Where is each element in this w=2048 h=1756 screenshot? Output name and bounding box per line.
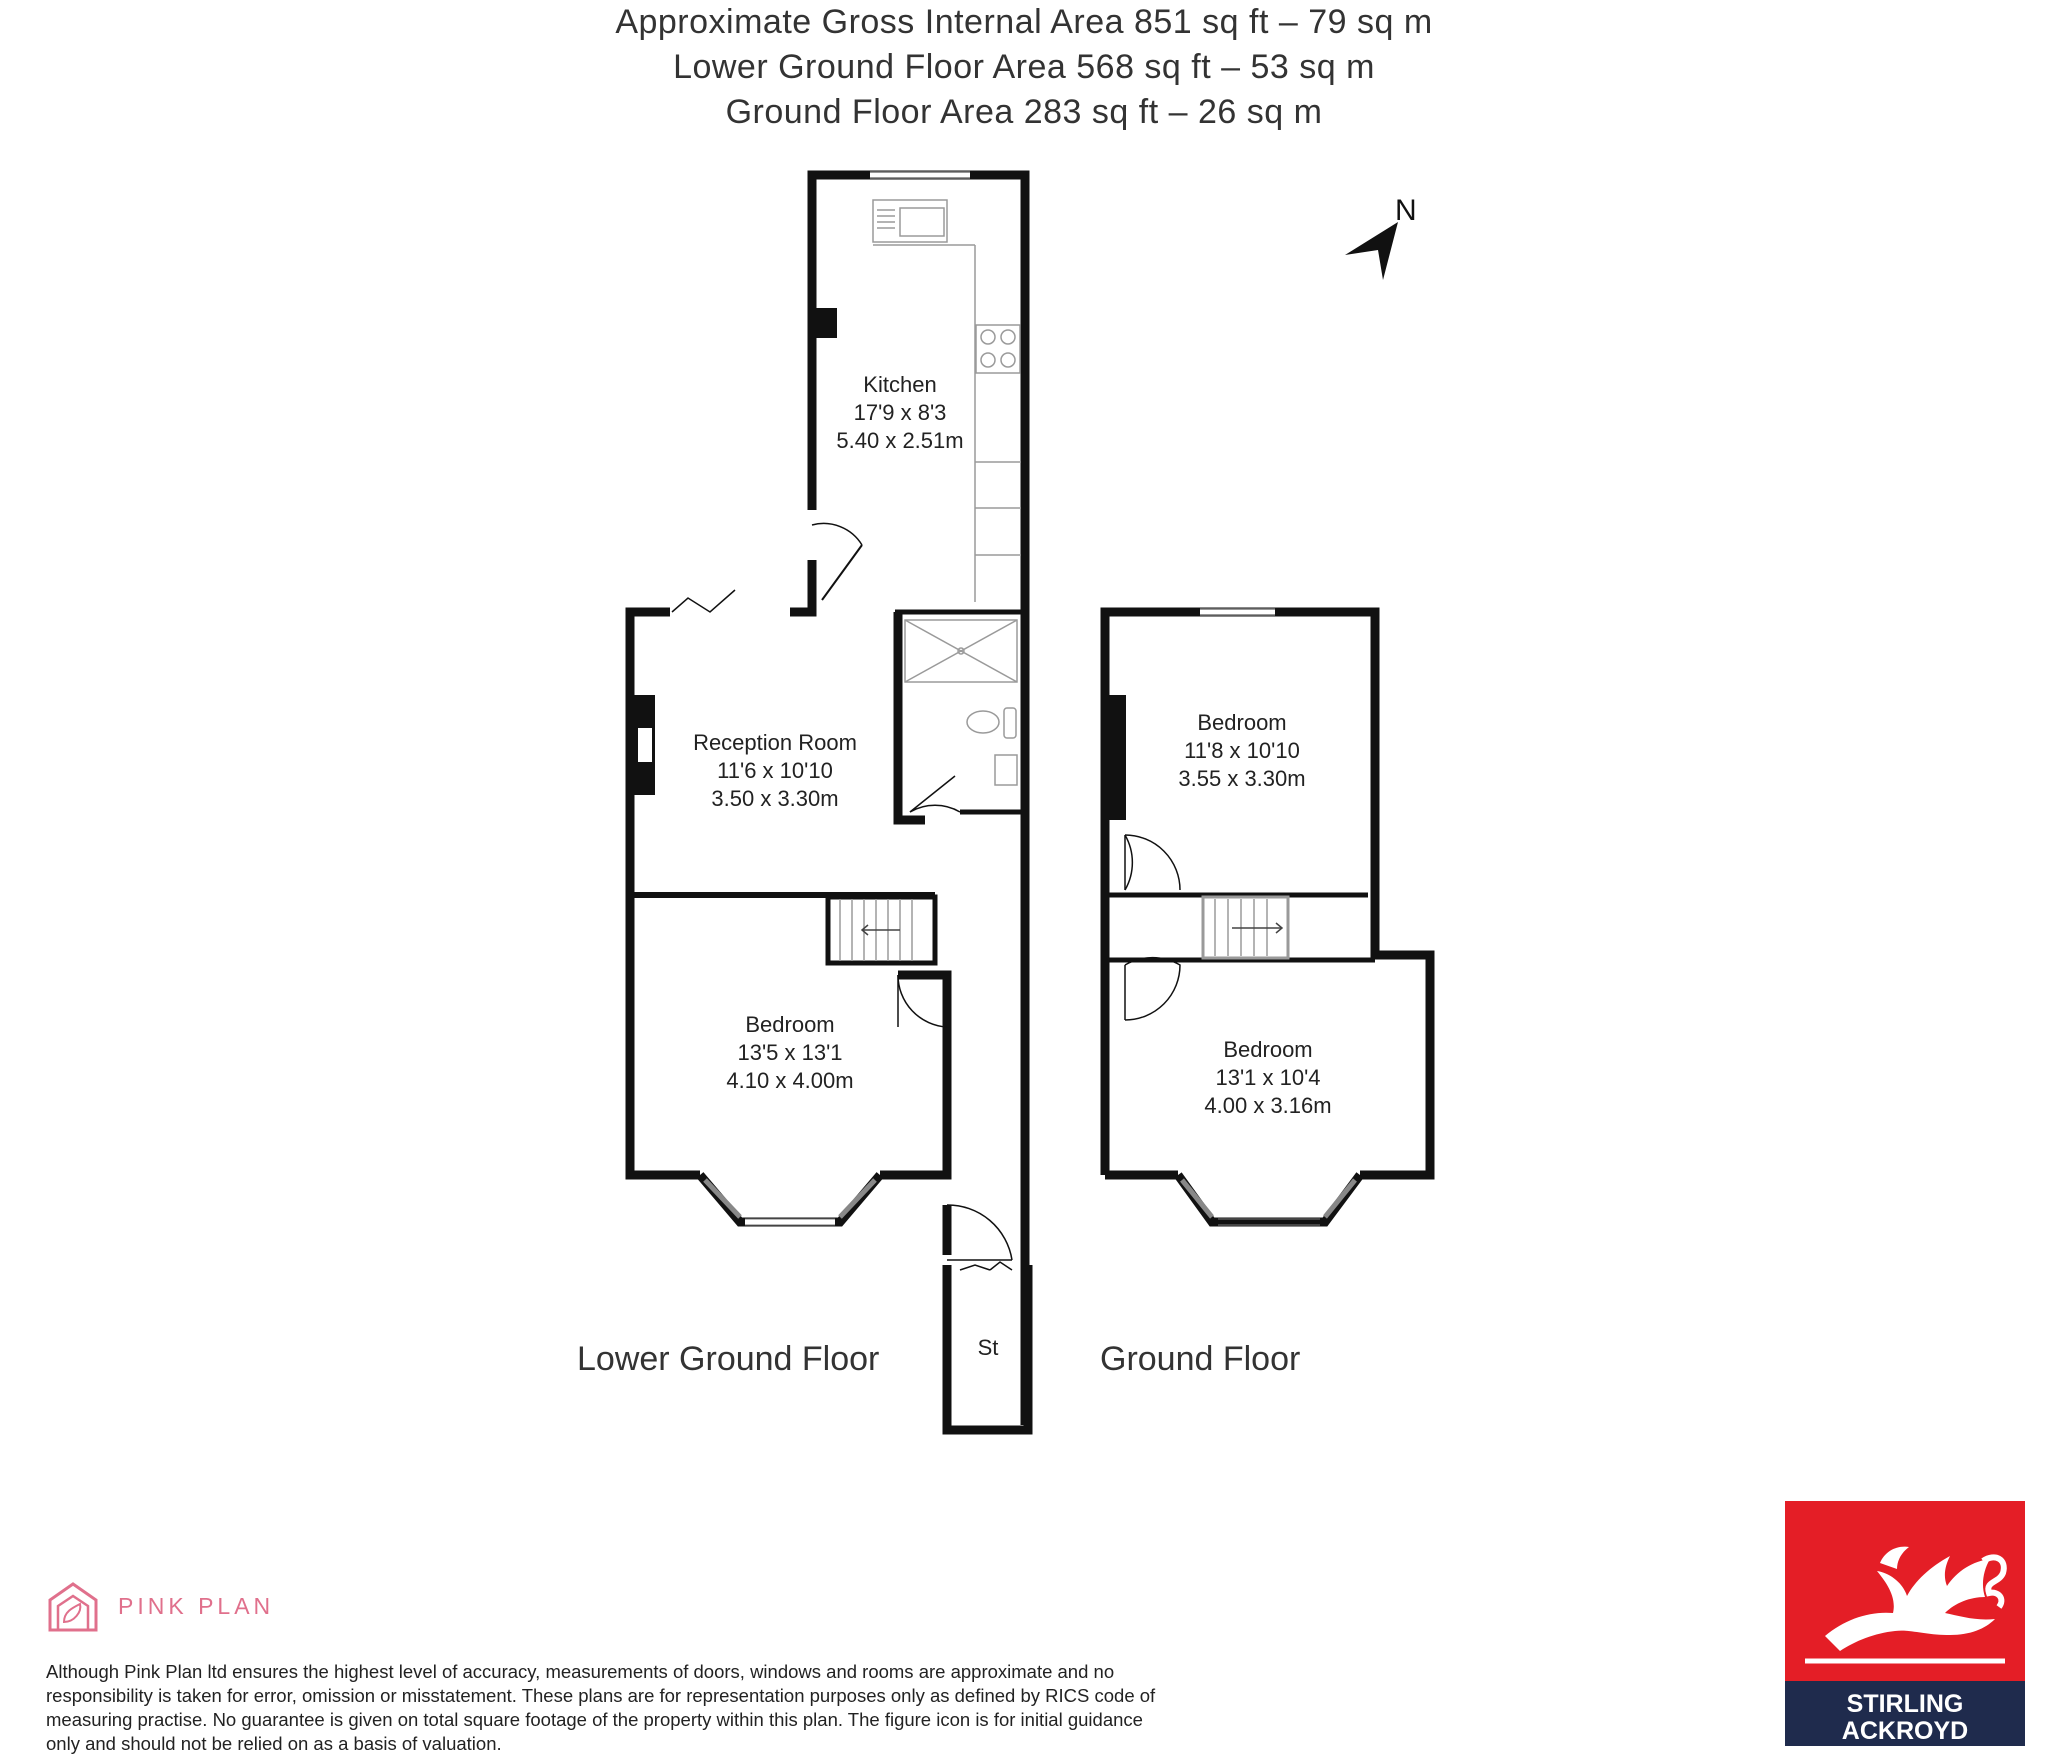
- compass-north-label: N: [1395, 194, 1417, 227]
- kitchen-imperial: 17'9 x 8'3: [853, 400, 947, 425]
- ground-floor-label: Ground Floor: [1100, 1340, 1301, 1378]
- reception-metric: 3.50 x 3.30m: [711, 786, 839, 811]
- ground-room-labels: [1178, 710, 1331, 1118]
- front-bedroom-door-arc: [1125, 958, 1180, 1020]
- logo-line-1: STIRLING: [1846, 1690, 1964, 1718]
- kitchen-walls: [812, 175, 1025, 1425]
- rear-bedroom-door-arc: [1125, 835, 1132, 890]
- kitchen-name: Kitchen: [863, 372, 937, 397]
- lower-bedroom-metric: 4.10 x 4.00m: [726, 1068, 854, 1093]
- front-bedroom-metric: 4.00 x 3.16m: [1204, 1093, 1332, 1118]
- gross-area-text: Approximate Gross Internal Area 851 sq ft – 79 sq m: [615, 3, 1433, 41]
- ground-area-text: Ground Floor Area 283 sq ft – 26 sq m: [725, 93, 1323, 131]
- bathroom-walls: [898, 612, 925, 820]
- kitchen-chimney: [815, 308, 837, 338]
- reception-walls: [790, 560, 812, 612]
- logo-wordmark: [1785, 1691, 2025, 1745]
- store-name: St: [977, 1335, 999, 1360]
- logo-line-2: ACKROYD: [1841, 1717, 1969, 1745]
- front-bedroom-name: Bedroom: [1223, 1037, 1313, 1062]
- front-bedroom-imperial: 13'1 x 10'4: [1215, 1065, 1321, 1090]
- disclaimer-text: Although Pink Plan ltd ensures the highest level of accuracy, measurements of doors, windows and rooms are approximate and no responsibility is taken for error, omission or misstatement. These plans are for representation purposes only as defined by RICS code of measuring practise. No guarantee is given on total square footage of the property within this plan. The figure icon is for initial guidance only and should not be relied on as a basis of valuation.: [46, 1661, 1156, 1754]
- reception-bifold-door: [672, 590, 735, 612]
- rear-bedroom-metric: 3.55 x 3.30m: [1178, 766, 1306, 791]
- store-doors: [960, 1265, 990, 1270]
- logo-red-panel: [1785, 1501, 2025, 1681]
- bathroom-basin: [995, 755, 1017, 785]
- reception-imperial: 11'6 x 10'10: [717, 758, 833, 783]
- griffin-icon: [1785, 1501, 2025, 1681]
- lower-bedroom-name: Bedroom: [745, 1012, 835, 1037]
- lower-bedroom-bay: [700, 1175, 880, 1222]
- pink-plan-logo-icon: [44, 1578, 102, 1636]
- kitchen-door-arc: [812, 523, 862, 545]
- toilet: [967, 711, 999, 733]
- lower-bedroom-door-arc: [898, 975, 947, 1027]
- rear-bedroom-name: Bedroom: [1197, 710, 1287, 735]
- lower-ground-floor-label: Lower Ground Floor: [577, 1340, 880, 1378]
- pink-plan-brand: PINK PLAN: [118, 1593, 275, 1619]
- ground-bedroom-bay: [1178, 1175, 1360, 1222]
- ground-chimney: [1108, 695, 1126, 820]
- reception-name: Reception Room: [693, 730, 857, 755]
- lower-bedroom-imperial: 13'5 x 13'1: [737, 1040, 843, 1065]
- front-door-arc: [947, 1205, 1012, 1260]
- compass-icon: [1345, 194, 1417, 280]
- kitchen-metric: 5.40 x 2.51m: [836, 428, 964, 453]
- lower-ground-area-text: Lower Ground Floor Area 568 sq ft – 53 sq m: [673, 48, 1375, 86]
- rear-bedroom-imperial: 11'8 x 10'10: [1184, 738, 1300, 763]
- stirling-ackroyd-logo: [1785, 1501, 2025, 1746]
